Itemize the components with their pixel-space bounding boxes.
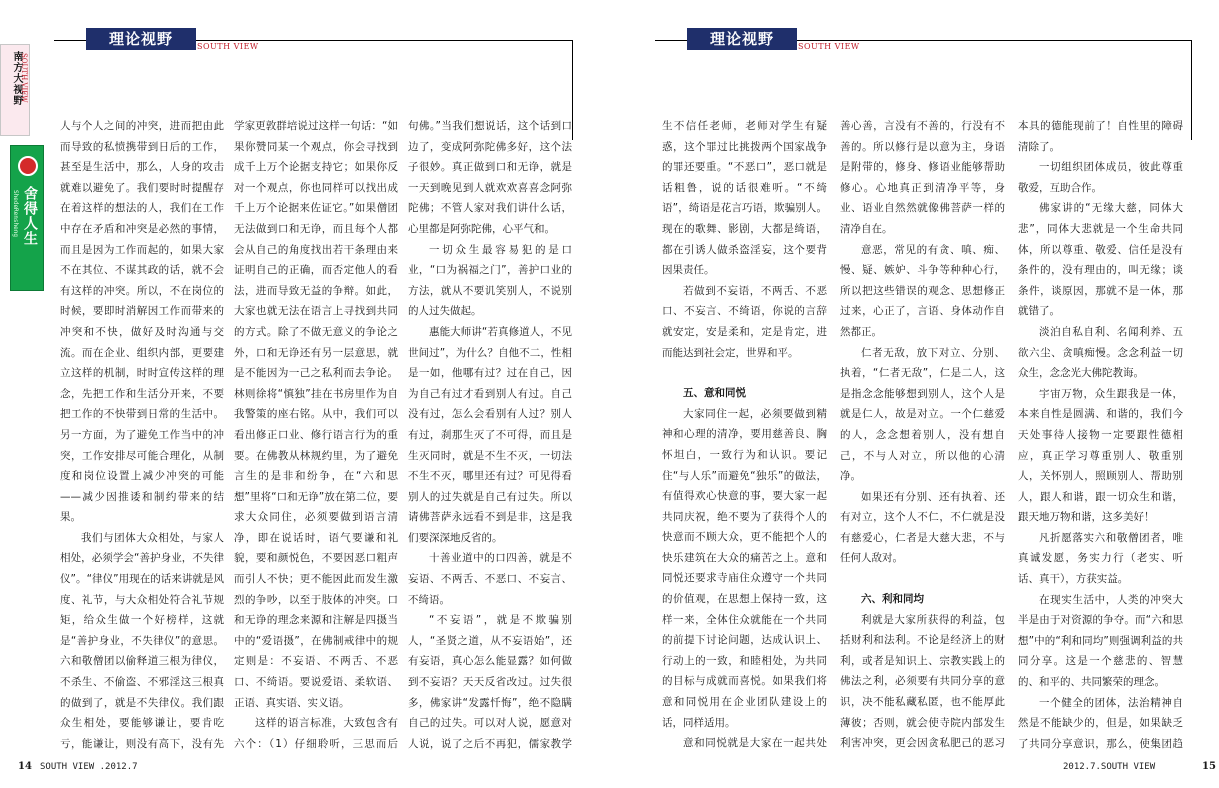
article-columns bbox=[60, 116, 572, 756]
paragraph: 一切组织团体成员，彼此尊重敬爱，互助合作。 bbox=[1018, 161, 1183, 194]
paragraph: 我们与团体大众相处，与家人相处，必须学会“善护身业，不失律仪”。“律仪”用现在的话来讲就是风度、礼节，与大众相处符合礼节规矩，给众生做一个好榜样，这就是“善护身业，不失律仪”的意思。六和敬僧团以偷释道三根为律仪，不杀生、不偷盗、不邪淫这三根真的做到了，就是不失律仪。我们跟众生相处，要能够谦让，要肯吃亏，能谦让，则没有高下，没有先 bbox=[60, 531, 224, 750]
paragraph: 宇宙万物，众生跟我是一体，本来自性是圆满、和谐的，我们今天处事待人接物一定要跟性德相应，真正学习尊重别人、敬重别人，关怀别人，照顾别人、帮助别人，跟人和谐，跟一切众生和谐，跟天地万物和谐，这多美好！ bbox=[1018, 387, 1183, 524]
footer-magazine: SOUTH VIEW .2012.7 bbox=[40, 762, 138, 772]
section-subtitle: SOUTH VIEW bbox=[197, 42, 259, 51]
paragraph: 淡泊自私自利、名闻利养、五欲六尘、贪嗔痴慢。念念利益一切众生，念念光大佛陀教诲。 bbox=[1018, 325, 1183, 380]
footer-magazine: 2012.7.SOUTH VIEW bbox=[1063, 762, 1156, 772]
left-page bbox=[0, 0, 590, 788]
paragraph: 大家同住一起，必须要做到精神和心理的清净，要用慈善良、胸怀坦白，一致行为和认识。要记住“与人乐”而避免“独乐”的做法，有值得欢心快意的事，要大家一起共同庆祝，绝不要为了获得个人的快意而不顾大众，更不能把个人的快乐建筑在大众的痛苦之上。意和同悦还要求寺庙住众遵守一个共同的价值观，在思想上保持一致，这样一来，全体住众就能在一个共同的前提下讨论问题，达成认识上、行动上的一致，和睦相处，为共同的目标与成就而喜悦。如果我们将意和同悦用在企业团队建设上的话，同样适用。 bbox=[662, 407, 827, 729]
paragraph: 意恶，常见的有贪、嗔、痴、慢、疑、嫉妒、斗争等种种心行，所以把这些错误的观念、思想修正过来，心正了，言语、身体动作自然都正。 bbox=[840, 243, 1005, 338]
paragraph: 人与个人之间的冲突，进而把由此而导致的私愤携带到日后的工作，甚至是生活中，那么，人身的攻击就难以避免了。我们要时时提醒存在着这样的想法的人，我们在工作中存在矛盾和冲突是必然的事情，而且是因为工作而起的，如果大家不在其位、不谋其政的话，就不会有这样的冲突。所以，不在岗位的时候，要即时消解因工作而带来的冲突和不快，做好及时沟通与交流。而在企业、组织内部，更要建立这样的机制，时时宣传这样的理念，先把工作和生活分开来，不要把工作的不快带到日常的生活中。另一方面，为了避免工作当中的冲突，工作安排尽可能合理化，从制度和岗位设置上减少冲突的可能——减少因推诿和制约带来的结果。 bbox=[60, 120, 224, 524]
paragraph: 十善业道中的口四善，就是不妄语、不两舌、不恶口、不妄言、不绮语。 bbox=[408, 552, 572, 606]
paragraph: 本具的德能现前了！自性里的障碍清除了。 bbox=[1018, 120, 1183, 153]
paragraph: 如果还有分别、还有执着、还有对立，这个人不仁，不仁就是没有慈爱心，仁者是大慈大悲，不与任何人敌对。 bbox=[840, 490, 1005, 565]
column-logo-text: 舍得人生 bbox=[22, 186, 38, 246]
text-column bbox=[1018, 116, 1183, 756]
magazine-name: 南方大视野 bbox=[11, 51, 22, 106]
paragraph: 佛家讲的“无缘大慈，同体大悲”，同体大悲就是一个生命共同体，所以尊重、敬爱、信任是没有条件的，没有理由的，叫无缘；谈条件，谈原因，那就不是一体，那就错了。 bbox=[1018, 202, 1183, 318]
section-title: 理论视野 bbox=[687, 28, 797, 50]
page-number: 14 bbox=[18, 761, 32, 772]
paragraph: 生不信任老师，老师对学生有疑惑，这个罪过比挑拨两个国家战争的罪还要重。“不恶口”，恶口就是话粗鲁，说的话很难听。“不绮语”，绮语是花言巧语，欺骗别人。现在的歌舞、影剧，大都是绮语，都在引诱人做杀盗淫妄，这个要背因果责任。 bbox=[662, 120, 827, 277]
paragraph: 意和同悦就是大家在一起共处 bbox=[683, 737, 827, 750]
right-page bbox=[600, 0, 1219, 788]
paragraph: 一切众生最容易犯的是口业，“口为祸福之门”，善护口业的方法，就从不要讥笑别人，不说别的人过失做起。 bbox=[408, 243, 572, 318]
text-column bbox=[840, 116, 1005, 756]
article-columns bbox=[662, 116, 1187, 756]
paragraph: 利就是大家所获得的利益，包括财利和法利。不论是经济上的财利，或者是知识上、宗教实践上的佛法之利，必须要有共同分享的意识，决不能私藏私匿，也不能厚此薄彼；否则，就会使寺院内部发生利害冲突，更会因贪私肥己的恶习 bbox=[840, 613, 1005, 750]
paragraph: 一个健全的团体，法治精神自然是不能缺少的，但是，如果缺乏了共同分享意识，那么，使集团趋 bbox=[1018, 696, 1183, 750]
column-logo-sub: ShedeRensheng bbox=[12, 190, 19, 237]
text-column bbox=[234, 116, 398, 756]
paragraph: 惠能大师讲“若真修道人，不见世间过”，为什么？自他不二，性相是一如，他哪有过？过在自己，因为自己有过才看到别人有过。自己没有过，怎么会看别有人过？别人有过，刹那生灭了不可得，而且是生灭同时，就是不生不灭，一切法不生不灭，哪里还有过？可见得看别人的过失就是自己有过失。所以请佛菩萨永远看不到是非，这是我们要深深地反省的。 bbox=[408, 325, 572, 544]
logo-icon bbox=[18, 156, 38, 176]
paragraph: 句佛。”当我们想说话，这个话到口边了，变成阿弥陀佛多好，这个法子很妙。真正做到口和无诤，就是一天到晚见到人就欢欢喜喜念阿弥陀佛；不管人家对我们讲什么话，心里都是阿弥陀佛，心平气和。 bbox=[408, 120, 572, 235]
paragraph: 在现实生活中，人类的冲突大半是由于对资源的争夺。而“六和思想”中的“利和同均”则强调利益的共同分享。这是一个慈悲的、智慧的、和平的、共同繁荣的理念。 bbox=[1018, 593, 1183, 689]
section-heading: 五、意和同悦 bbox=[683, 387, 746, 400]
paragraph: “不妄语”，就是不欺骗别人，“圣贤之道，从不妄语始”，还有妄语，真心怎么能显露？如何做到不妄语？天天反省改过。过失很多，佛家讲“发露忏悔”，绝不隐瞒自己的过失。可以对人说，愿意对人说，说了之后不再犯，儒家教学 bbox=[408, 614, 572, 750]
paragraph: 若做到不妄语，不两舌、不恶口、不妄言、不绮语，你说的言辞就安定，安是柔和，定是肯定，进而能达到社会定，世界和平。 bbox=[662, 284, 827, 359]
paragraph: 善心善，言没有不善的，行没有不善的。所以修行是以意为主，身语是附带的，修身、修语业能够帮助修心。心地真正到清净平等，身业、语业自然然就像佛菩萨一样的清净自在。 bbox=[840, 120, 1005, 235]
section-subtitle: SOUTH VIEW bbox=[798, 42, 860, 51]
paragraph: 这样的语言标准，大致包含有六个：（1）仔细聆听，三思而后 bbox=[234, 717, 398, 750]
paragraph: 仁者无敌，放下对立、分别、执着，“仁者无敌”，仁是二人，这是指念念能够想到别人，这个人是就是仁人，故是对立。一个仁慈爱的人，念念想着别人，没有想自己，不与人对立，所以他的心清净。 bbox=[840, 346, 1005, 483]
margin-rule bbox=[1191, 40, 1192, 140]
page-number: 15 bbox=[1202, 761, 1216, 772]
section-heading: 六、利和同均 bbox=[861, 593, 924, 606]
section-title: 理论视野 bbox=[86, 28, 196, 50]
column-logo-tab bbox=[10, 145, 44, 291]
text-column bbox=[662, 116, 827, 756]
text-column bbox=[408, 116, 572, 756]
paragraph: 学家更敦群培说过这样一句话：“如果你赞同某一个观点，你会寻找到成千上万个论据支持它；如果你反对一个观点，你也同样可以找出成千上万个论据来佐证它。”如果僧团无法做到口和无诤，而且每个人都会从自己的角度找出若干条理由来证明自己的正确，而否定他人的看法，进而导致无益的争辩。如此，大家也就无法在语言上寻找到共同的方式。除了不做无意义的争论之外，口和无诤还有另一层意思，就是不能因为一己之私利而去争论。林则徐将“慎独”挂在书房里作为自我警策的座右铭。从中，我们可以看出修正口业、修行语言行为的重要。在佛教从林规约里，为了避免言生的是非和纷争，在“六和思想”里将“口和无诤”放在第二位，要求大众同住，必须要做到语言清净，即在说话时，语气要谦和礼貌，要和颜悦色，不要因恶口粗声而引人不快；更不能因此而发生激烈的争吵，以至于肢体的冲突。口和无诤的理念来源和注解是四摄当中的“爱语摄”，在佛制戒律中的规定则是：不妄语、不两舌、不恶口、不绮语。要说爱语、柔软语、正语、真实语、实义语。 bbox=[234, 120, 398, 709]
margin-rule bbox=[572, 40, 573, 140]
text-column bbox=[60, 116, 224, 756]
magazine-name-en: SOUTH VIEW bbox=[20, 53, 28, 103]
paragraph: 凡折愿落实六和敬僧团者，唯真诚发愿，务实力行（老实、听话、真干），方获实益。 bbox=[1018, 531, 1183, 586]
magazine-side-tab bbox=[0, 44, 30, 136]
